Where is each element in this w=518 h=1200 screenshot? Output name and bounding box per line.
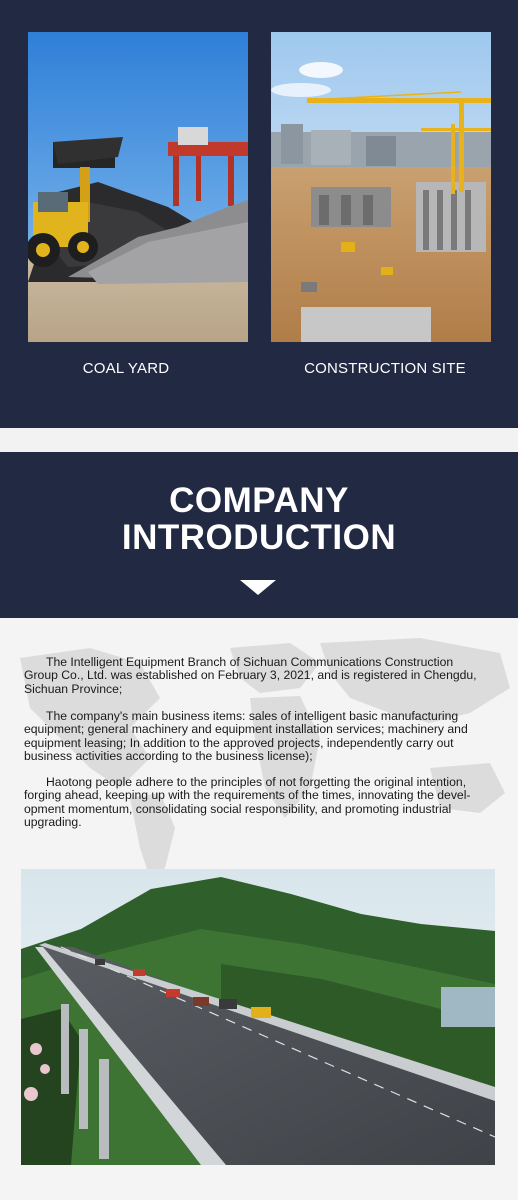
section-title xyxy=(0,482,518,556)
triangle-down-icon xyxy=(240,580,276,595)
section-divider xyxy=(0,428,518,452)
construction-site-photo xyxy=(271,32,491,342)
construction-site-caption: CONSTRUCTION SITE xyxy=(304,360,466,377)
highway-bridge-photo xyxy=(21,869,495,1165)
section-banner xyxy=(0,452,518,618)
coal-yard-photo xyxy=(28,32,248,342)
coal-yard-caption: COAL YARD xyxy=(82,360,170,377)
section-title-line1: COMPANY xyxy=(169,481,349,520)
section-title-line2: INTRODUCTION xyxy=(121,518,397,557)
intro-paragraph: Haotong people adhere to the principles of not forgetting the original intention, forging ahead, keeping up with the requirements of the times, innovating the devel-opment momentum, consolidating social responsibility, and promoting industrial upgrading. xyxy=(24,775,471,830)
intro-paragraph: The company's main business items: sales of intelligent basic manufacturing equipment; general machinery and equipment installation services; machinery and equipment leasing; In addition to the approved projects, independently carry out business activities according to the business license); xyxy=(24,709,468,764)
intro-paragraph: The Intelligent Equipment Branch of Sichuan Communications Construction Group Co., Ltd. was established on February 3, 2021, and is registered in Chengdu, Sichuan Province; xyxy=(24,655,477,696)
